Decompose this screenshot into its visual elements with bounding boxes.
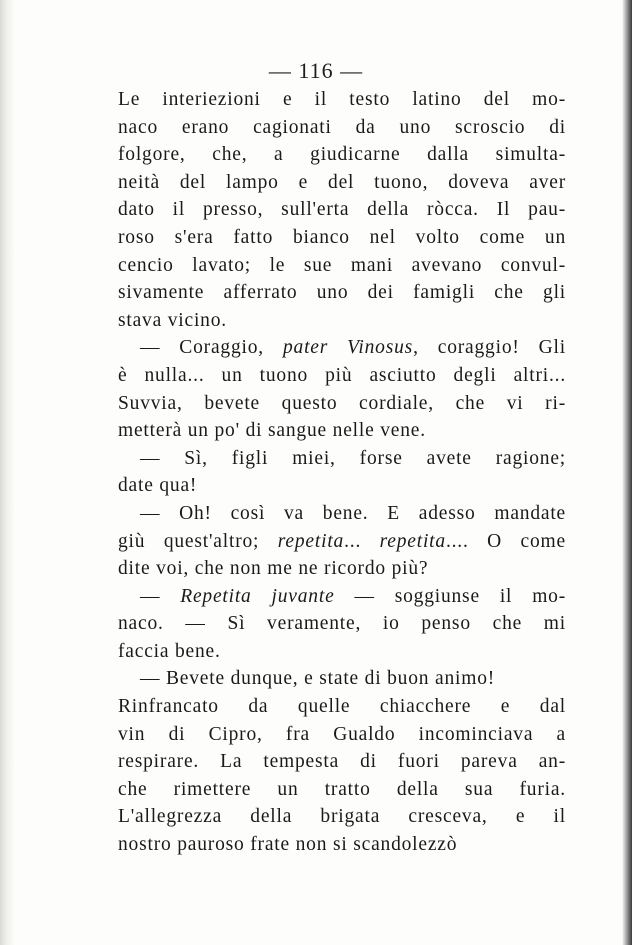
text-line: Suvvia, bevete questo cordiale, che vi ri- — [118, 392, 566, 414]
paragraph — [118, 445, 566, 500]
text-line: date qua! — [118, 475, 198, 497]
text-line: che rimettere un tratto della sua furia. — [118, 778, 566, 800]
text-line: cencio lavato; le sue mani avevano convul- — [118, 254, 566, 276]
text-line: — Sì, figli miei, forse avete ragione; — [140, 447, 566, 469]
paragraph — [118, 665, 566, 693]
text-line: nostro pauroso frate non si scandolezzò — [118, 834, 458, 856]
paragraph — [118, 334, 566, 444]
text-line: folgore, che, a giudicarne dalla simulta- — [118, 144, 566, 166]
text-span: ... — [344, 530, 380, 552]
text-line: è nulla... un tuono più asciutto degli altri... — [118, 364, 566, 386]
paragraph — [118, 86, 566, 334]
text-line: — Bevete dunque, e state di buon animo! — [140, 668, 496, 690]
italic-phrase: repetita — [277, 530, 345, 552]
page-right-edge — [622, 0, 632, 945]
italic-phrase: Repetita juvante — [180, 585, 335, 607]
text-line: dite voi, che non me ne ricordo più? — [118, 558, 429, 580]
text-line — [118, 528, 566, 556]
page-left-edge — [0, 0, 14, 945]
italic-phrase: pater Vinosus — [282, 337, 414, 359]
text-line: — Oh! così va bene. E adesso mandate — [140, 502, 566, 524]
text-line: dato il presso, sull'erta della ròcca. Il pau- — [118, 199, 566, 221]
text-line — [118, 583, 566, 611]
page-number: — 116 — — [268, 58, 364, 83]
paragraph — [118, 693, 566, 859]
text-span: , coraggio! Gli — [413, 337, 566, 359]
text-line: faccia bene. — [118, 640, 221, 662]
italic-phrase: repetita — [379, 530, 446, 552]
text-span: — soggiunse il mo- — [334, 585, 567, 607]
text-line: naco erano cagionati da uno scroscio di — [118, 116, 566, 138]
text-line: metterà un po' di sangue nelle vene. — [118, 420, 426, 442]
text-line: neità del lampo e del tuono, doveva aver — [118, 171, 566, 193]
text-line: Le interiezioni e il testo latino del mo- — [118, 89, 566, 110]
text-span: — — [140, 585, 181, 607]
text-line: Rinfrancato da quelle chiacchere e dal — [118, 696, 566, 718]
text-line: stava vicino. — [118, 309, 227, 331]
text-line: roso s'era fatto bianco nel volto come un — [118, 226, 566, 248]
text-span: — Coraggio, — [140, 337, 283, 359]
text-span: .... O come — [445, 530, 566, 552]
text-line: respirare. La tempesta di fuori pareva an- — [118, 751, 566, 773]
text-line — [118, 334, 566, 362]
text-line: L'allegrezza della brigata cresceva, e il — [118, 806, 566, 828]
text-line: sivamente afferrato uno dei famigli che gli — [118, 282, 566, 304]
paragraph — [118, 500, 566, 583]
paragraph — [118, 583, 566, 666]
text-span: giù quest'altro; — [118, 530, 278, 552]
text-line: naco. — Sì veramente, io penso che mi — [118, 613, 566, 635]
text-line: vin di Cipro, fra Gualdo incominciava a — [118, 723, 566, 745]
body-text — [118, 86, 566, 859]
